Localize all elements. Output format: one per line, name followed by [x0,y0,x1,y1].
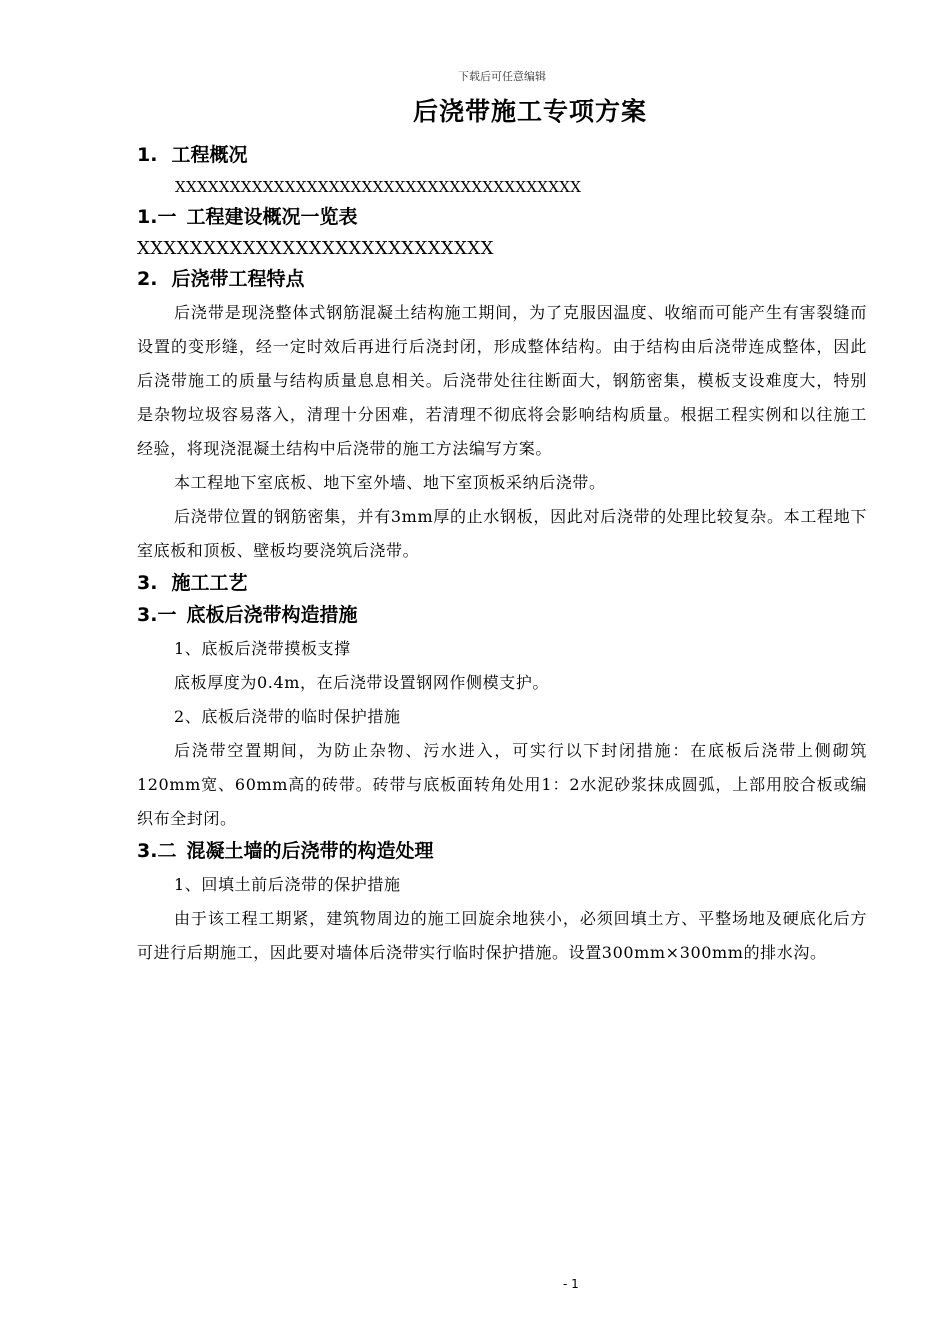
section-1-1-text: XXXXXXXXXXXXXXXXXXXXXXXXXXX [137,238,494,259]
section-1-text: XXXXXXXXXXXXXXXXXXXXXXXXXXXXXXXXXXXXX [175,178,582,196]
section-title: 工程建设概况一览表 [186,206,358,228]
paragraph: 本工程地下室底板、地下室外墙、地下室顶板采纳后浇带。 [174,473,606,492]
section-1-1-heading [137,202,867,232]
section-3-2-heading [137,836,867,866]
paragraph: 后浇带是现浇整体式钢筋混凝土结构施工期间，为了克服因温度、收缩而可能产生有害裂缝而设置的变形缝，经一定时效后再进行后浇封闭，形成整体结构。由于结构由后浇带连成整体，因此后浇带施工的质量与结构质量息息相关。后浇带处往往断面大，钢筋密集，模板支设难度大，特别是杂物垃圾容易落入，清理十分困难，若清理不彻底将会影响结构质量。根据工程实例和以往施工经验，将现浇混凝土结构中后浇带的施工方法编写方案。 [137,303,867,458]
section-number: 1.一 [137,206,177,228]
section-title: 混凝土墙的后浇带的构造处理 [186,840,434,862]
section-number: 3.一 [137,604,177,626]
section-1-heading [137,140,867,170]
list-item: 1、底板后浇带摸板支撑 [174,639,351,658]
paragraph: 底板厚度为0.4m，在后浇带设置钢网作侧模支护。 [174,673,550,692]
section-title: 后浇带工程特点 [171,268,305,290]
document-title: 后浇带施工专项方案 [412,97,647,126]
page-number: - 1 [563,1277,579,1291]
section-title: 工程概况 [171,144,248,166]
document-body [137,140,867,970]
section-3-1-heading [137,600,867,630]
header-note: 下载后可任意编辑 [458,70,546,83]
section-2-heading [137,264,867,294]
paragraph: 由于该工程工期紧，建筑物周边的施工回旋余地狭小，必须回填土方、平整场地及硬底化后方可进行后期施工，因此要对墙体后浇带实行临时保护措施。设置300mm×300mm的排水沟。 [137,909,867,962]
section-title: 施工工艺 [171,572,248,594]
section-number: 2. [137,268,158,290]
section-title: 底板后浇带构造措施 [186,604,358,626]
section-3-heading [137,568,867,598]
section-number: 3. [137,572,158,594]
paragraph: 后浇带位置的钢筋密集，并有3mm厚的止水钢板，因此对后浇带的处理比较复杂。本工程地下室底板和顶板、壁板均要浇筑后浇带。 [137,507,867,560]
paragraph: 后浇带空置期间，为防止杂物、污水进入，可实行以下封闭措施：在底板后浇带上侧砌筑120mm宽、60mm高的砖带。砖带与底板面转角处用1：2水泥砂浆抹成圆弧，上部用胶合板或编织布全封闭。 [137,741,867,828]
list-item: 1、回填土前后浇带的保护措施 [174,875,401,894]
list-item: 2、底板后浇带的临时保护措施 [174,707,401,726]
section-number: 3.二 [137,840,177,862]
section-number: 1. [137,144,158,166]
